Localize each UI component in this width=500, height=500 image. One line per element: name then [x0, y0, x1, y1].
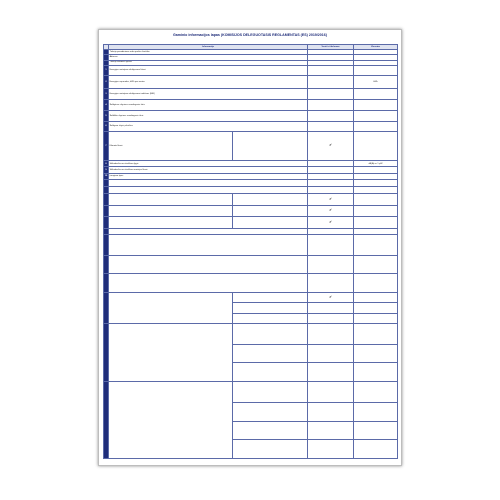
row-label: Sklindančio oro triukšmo lygis: [109, 161, 308, 167]
table-row: 10 Įrengimo tipas: [104, 173, 398, 179]
check-icon: ✔: [329, 294, 332, 299]
header-unit: Vienetas: [354, 45, 398, 50]
row-unit: [354, 111, 398, 121]
table-row: [104, 323, 398, 344]
row-value: [308, 99, 354, 110]
product-information-table: [103, 44, 398, 459]
row-unit: kWh: [354, 76, 398, 88]
check-icon: ✔: [329, 196, 332, 201]
row-value: [308, 111, 354, 121]
row-value: [308, 194, 354, 205]
row-label: Tiekėjo modelio žymuo: [109, 60, 308, 65]
row-label: Įrengimo tipas: [109, 173, 308, 179]
row-label: Šaldytuvo skyriaus naudingasis tūris: [109, 99, 308, 110]
header-value: Vertė ir tikslumas: [308, 45, 354, 50]
table-row: [104, 274, 398, 293]
row-value: [308, 205, 354, 216]
table-row: [104, 179, 398, 186]
table-row: [104, 382, 398, 403]
table-row: 2 Energijos sąnaudos, kWh per metus kWh: [104, 76, 398, 88]
table-row: [104, 217, 398, 228]
row-label: Energijos sąnaudos, kWh per metus: [109, 76, 308, 88]
row-label: Tiekėjo pavadinimas arba prekės ženklas: [109, 50, 308, 55]
table-row: [104, 234, 398, 255]
row-label: Energijos vartojimo efektyvumo indeksas (EEI): [109, 88, 308, 99]
table-row: [104, 292, 398, 302]
table-row: [104, 194, 398, 205]
row-label: Energijos vartojimo efektyvumo klasė: [109, 65, 308, 75]
row-value: [308, 217, 354, 228]
row-value: [308, 132, 354, 161]
table-row: 1 Energijos vartojimo efektyvumo klasė: [104, 65, 398, 75]
table-row: 8 Sklindančio oro triukšmo lygis dB(A) re 1 pW: [104, 161, 398, 167]
document-title: Gaminio informacijos lapas (KOMISIJOS DELEGUOTASIS REGLAMENTAS (ES) 2019/2016): [172, 33, 328, 37]
row-value: [308, 88, 354, 99]
header-info: Informacija: [109, 45, 308, 50]
row-unit: [354, 99, 398, 110]
row-unit: [354, 88, 398, 99]
table-row: 5 Šaldiklio skyriaus naudingasis tūris: [104, 111, 398, 121]
table-row: [104, 255, 398, 274]
table-row: 7 Klimato klasė ✔: [104, 132, 398, 161]
table-row: [104, 205, 398, 216]
check-icon: ✔: [329, 208, 332, 213]
table-row: 4 Šaldytuvo skyriaus naudingasis tūris: [104, 99, 398, 110]
row-label: Adresas: [109, 55, 308, 60]
row-unit: dB(A) re 1 pW: [354, 161, 398, 167]
row-value: [308, 121, 354, 131]
row-label: Sklindančio oro triukšmo emisijos klasė: [109, 167, 308, 173]
row-unit: [354, 65, 398, 75]
table-row: 3 Energijos vartojimo efektyvumo indeksas (EEI): [104, 88, 398, 99]
table-row: 6 Šaldymo skyrių skaičius: [104, 121, 398, 131]
check-icon: ✔: [329, 219, 332, 224]
row-value: [308, 76, 354, 88]
row-value: [308, 65, 354, 75]
row-value: [308, 292, 354, 302]
table-row: 9 Sklindančio oro triukšmo emisijos klasė: [104, 167, 398, 173]
check-icon: ✔: [329, 143, 332, 148]
row-label: Klimato klasė: [109, 132, 233, 161]
row-label: Šaldymo skyrių skaičius: [109, 121, 308, 131]
table-row: [104, 187, 398, 194]
row-label: Šaldiklio skyriaus naudingasis tūris: [109, 111, 308, 121]
row-unit: [354, 121, 398, 131]
row-unit: [354, 132, 398, 161]
